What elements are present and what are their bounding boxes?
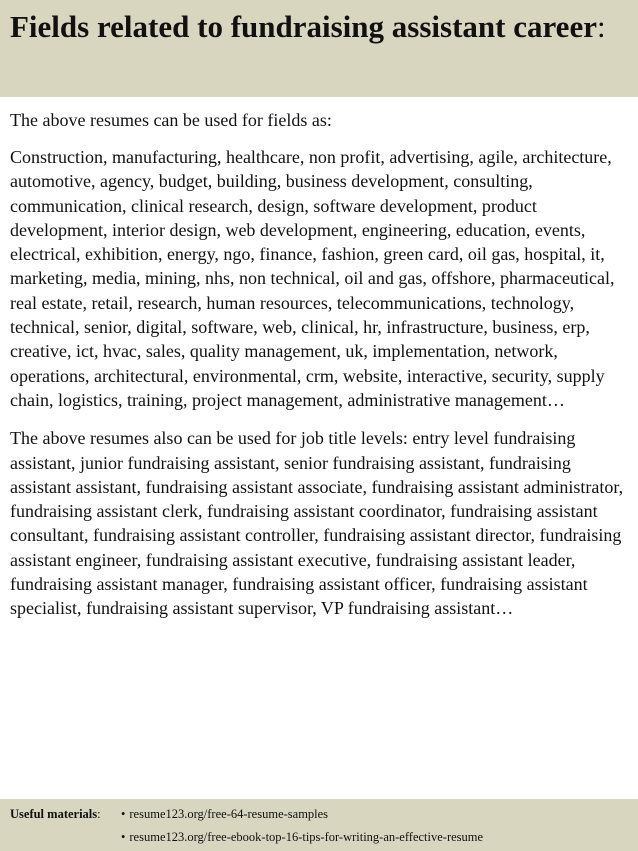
page-title-colon: : [596,9,606,44]
useful-materials-label-text: Useful materials [10,807,98,821]
footer-link-resume-samples[interactable] [121,803,328,826]
page-title [10,6,628,48]
page-title-text: Fields related to fundraising assistant career [10,9,597,44]
footer-link-text[interactable]: resume123.org/free-64-resume-samples [129,807,329,821]
fields-paragraph: Construction, manufacturing, healthcare, non profit, advertising, agile, architecture, automotive, agency, budget, building, business development, consulting, communication, clinical research, design, software development, product development, interior design, web development, engineering, education, events, electrical, exhibition, energy, ngo, finance, fashion, green card, oil gas, hospital, it, marketing, media, mining, nhs, non technical, oil and gas, offshore, pharmaceutical, real estate, retail, research, human resources, telecommunications, technology, technical, senior, digital, software, web, clinical, hr, infrastructure, business, erp, creative, ict, hvac, sales, quality management, uk, implementation, network, operations, architectural, environmental, crm, website, interactive, security, supply chain, logistics, training, project management, administrative management… [10,147,615,410]
footer-link-text[interactable]: resume123.org/free-ebook-top-16-tips-for-writing-an-effective-resume [129,830,484,844]
intro-text: The above resumes can be used for fields as: [10,110,332,130]
footer-row-1 [0,803,638,826]
footer-link-ebook[interactable] [121,826,483,849]
bullet: • [121,807,126,821]
page-header [0,0,638,97]
bullet: • [121,830,126,844]
useful-materials-label [10,803,101,826]
footer-row-2 [0,826,638,849]
main-content [10,108,632,635]
job-levels-paragraph: The above resumes also can be used for job title levels: entry level fundraising assistant, junior fundraising assistant, senior fundraising assistant, fundraising assistant assistant, fundraising assistant associate, fundraising assistant administrator, fundraising assistant clerk, fundraising assistant coordinator, fundraising assistant consultant, fundraising assistant controller, fundraising assistant director, fundraising assistant engineer, fundraising assistant executive, fundraising assistant leader, fundraising assistant manager, fundraising assistant officer, fundraising assistant specialist, fundraising assistant supervisor, VP fundraising assistant… [10,428,624,619]
useful-materials-label-colon: : [97,807,101,821]
footer [0,799,638,851]
